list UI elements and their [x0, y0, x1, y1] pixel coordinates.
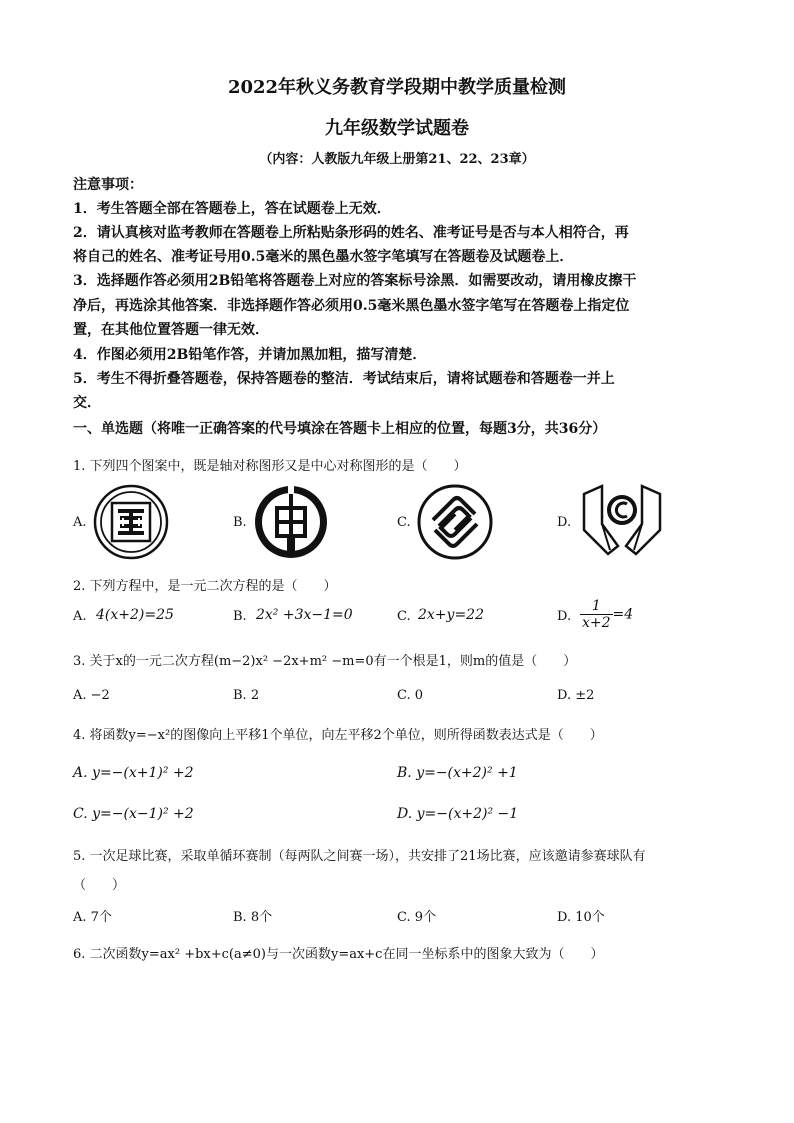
fraction-denominator: x+2 — [582, 615, 611, 631]
q6-stem: 6. 二次函数y=ax² +bx+c(a≠0)与一次函数y=ax+c在同一坐标系中的图象大致为（ ） — [73, 947, 604, 962]
note-line: 置，在其他位置答题一律无效． — [73, 322, 269, 338]
q5-option-a: A. 7个 — [73, 910, 112, 925]
note-line: 净后，再选涂其他答案．非选择题作答必须用0.5毫米黑色墨水签字笔写在答题卷上指定位 — [73, 298, 630, 314]
q5-stem: 5. 一次足球比赛，采取单循环赛制（每两队之间赛一场），共安排了21场比赛，应该邀请参赛球队有 — [73, 849, 646, 864]
q5-option-b: B. 8个 — [233, 910, 273, 925]
exam-title: 2022年秋义务教育学段期中教学质量检测 — [227, 77, 567, 98]
exam-scope: （内容：人教版九年级上册第21、22、23章） — [259, 152, 535, 167]
notes-heading: 注意事项： — [73, 177, 143, 193]
q3-option-a: A. −2 — [73, 688, 110, 703]
bank-logo-b-icon — [253, 484, 329, 560]
q3-option-d: D. ±2 — [557, 688, 595, 703]
q2-stem: 2. 下列方程中，是一元二次方程的是（ ） — [73, 579, 337, 594]
q1-option-b-label: B. — [233, 515, 247, 530]
q2-option-c: 2x+y=22 — [418, 607, 484, 623]
q2-option-b: 2x² +3x−1=0 — [256, 607, 353, 623]
q2-option-a-label: A. — [73, 609, 87, 624]
fraction-rhs: =4 — [612, 606, 634, 623]
q2-option-b-label: B. — [233, 609, 247, 624]
q4-option-b: B. y=−(x+2)² +1 — [397, 765, 518, 781]
q1-option-d-label: D. — [557, 515, 572, 530]
q4-option-a: A. y=−(x+1)² +2 — [73, 765, 194, 781]
q2-option-c-label: C. — [397, 609, 411, 624]
q4-option-d: D. y=−(x+2)² −1 — [397, 806, 519, 822]
q5-option-d: D. 10个 — [557, 910, 605, 925]
note-line: 4．作图必须用2B铅笔作答，并请加黑加粗，描写清楚． — [73, 347, 427, 363]
exam-subtitle: 九年级数学试题卷 — [325, 118, 469, 139]
q1-option-a-label: A. — [73, 515, 87, 530]
bank-logo-d-icon — [580, 484, 664, 560]
q3-option-c: C. 0 — [397, 688, 424, 703]
q2-option-d — [580, 598, 633, 631]
fraction-numerator: 1 — [580, 598, 613, 615]
q2-option-d-label: D. — [557, 609, 572, 624]
q4-option-c: C. y=−(x−1)² +2 — [73, 806, 194, 822]
section-heading: 一、单选题（将唯一正确答案的代号填涂在答题卡上相应的位置，每题3分，共36分） — [73, 421, 607, 437]
note-line: 2．请认真核对监考教师在答题卷上所粘贴条形码的姓名、准考证号是否与本人相符合，再 — [73, 225, 629, 241]
q3-option-b: B. 2 — [233, 688, 260, 703]
telecom-logo-c-icon — [417, 484, 493, 560]
note-line: 交． — [73, 395, 101, 411]
q1-stem: 1. 下列四个图案中，既是轴对称图形又是中心对称图形的是（ ） — [73, 459, 467, 474]
q4-stem: 4. 将函数y=−x²的图像向上平移1个单位，向左平移2个单位，则所得函数表达式是（ ） — [73, 728, 603, 743]
q1-option-c-label: C. — [397, 515, 411, 530]
fraction — [580, 598, 613, 631]
q3-stem: 3. 关于x的一元二次方程(m−2)x² −2x+m² −m=0有一个根是1，则m的值是（ ） — [73, 654, 577, 669]
note-line: 将自己的姓名、准考证号用0.5毫米的黑色墨水签字笔填写在答题卷及试题卷上． — [73, 249, 574, 265]
bank-logo-a-icon — [93, 484, 169, 560]
note-line: 5．考生不得折叠答题卷，保持答题卷的整洁．考试结束后，请将试题卷和答题卷一并上 — [73, 371, 615, 387]
note-line: 1．考生答题全部在答题卷上，答在试题卷上无效． — [73, 201, 391, 217]
note-line: 3．选择题作答必须用2B铅笔将答题卷上对应的答案标号涂黑．如需要改动，请用橡皮擦干 — [73, 273, 637, 289]
q5-option-c: C. 9个 — [397, 910, 437, 925]
q2-option-a: 4(x+2)=25 — [96, 607, 174, 623]
q5-stem-cont: （ ） — [73, 878, 126, 893]
